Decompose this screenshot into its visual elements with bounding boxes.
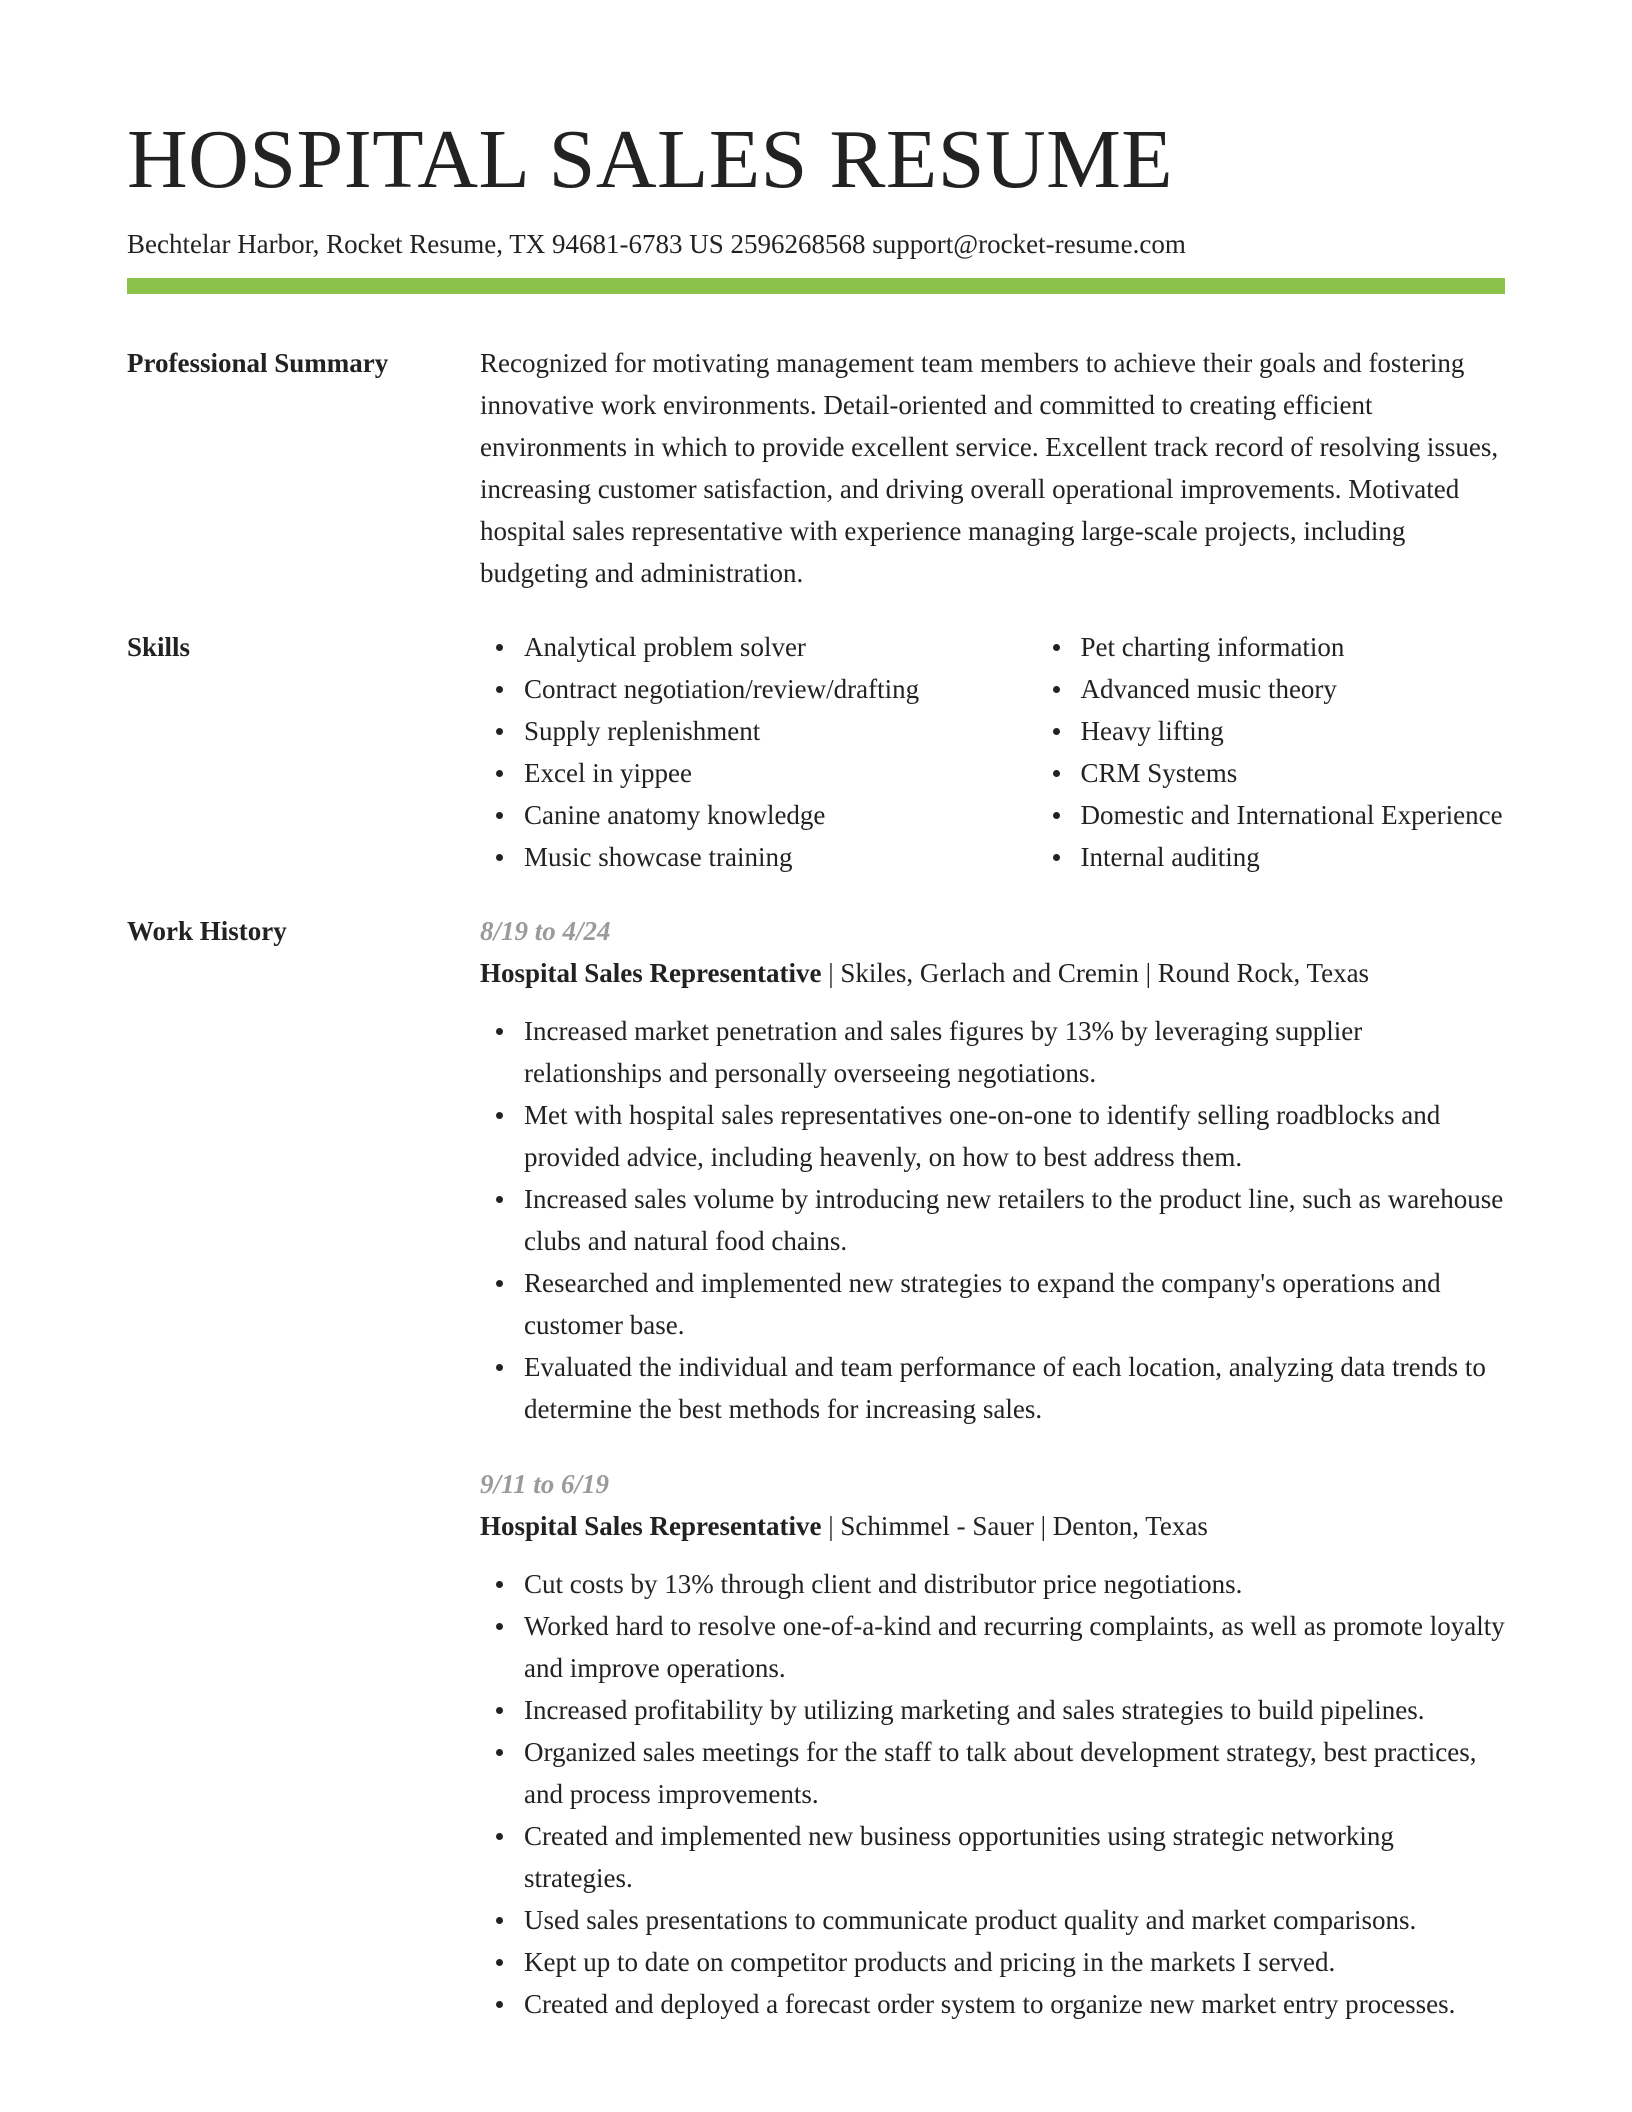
job-employer-location: | Skiles, Gerlach and Cremin | Round Rock, Texas [821, 958, 1370, 989]
skill-item: Advanced music theory [1081, 668, 1594, 710]
job-bullet: Worked hard to resolve one-of-a-kind and recurring complaints, as well as promote loyalty and improve operations. [524, 1605, 1505, 1689]
job-bullet: Kept up to date on competitor products and pricing in the markets I served. [524, 1941, 1505, 1983]
skill-item: Contract negotiation/review/drafting [524, 668, 1037, 710]
skill-item: Heavy lifting [1081, 710, 1594, 752]
job-bullet: Used sales presentations to communicate product quality and market comparisons. [524, 1899, 1505, 1941]
job-bullet: Organized sales meetings for the staff to talk about development strategy, best practices, and process improvements. [524, 1731, 1505, 1815]
job-bullet-list [480, 1563, 1505, 2025]
job-heading [480, 1505, 1505, 1547]
skills-section [127, 626, 1505, 878]
section-label-summary: Professional Summary [127, 348, 389, 379]
skill-item: Supply replenishment [524, 710, 1037, 752]
section-label-skills: Skills [127, 632, 191, 663]
skill-item: Canine anatomy knowledge [524, 794, 1037, 836]
work-history-body [480, 910, 1505, 2025]
skill-item: CRM Systems [1081, 752, 1594, 794]
accent-divider [127, 278, 1505, 294]
skill-item: Excel in yippee [524, 752, 1037, 794]
job-bullet: Increased sales volume by introducing new retailers to the product line, such as warehouse clubs and natural food chains. [524, 1178, 1505, 1262]
job-employer-location: | Schimmel - Sauer | Denton, Texas [821, 1511, 1208, 1542]
section-label-work-history: Work History [127, 916, 287, 947]
summary-text: Recognized for motivating management team members to achieve their goals and fostering innovative work environments. Detail-oriented and committed to creating efficient environments in which to provide excellent service. Excellent track record of resolving issues, increasing customer satisfaction, and driving overall operational improvements. Motivated hospital sales representative with experience managing large-scale projects, including budgeting and administration. [480, 348, 1499, 589]
resume-title: HOSPITAL SALES RESUME [127, 113, 1174, 206]
skills-columns [480, 626, 1505, 878]
skills-list-right [1037, 626, 1594, 878]
job-bullet: Cut costs by 13% through client and distributor price negotiations. [524, 1563, 1505, 1605]
skill-item: Internal auditing [1081, 836, 1594, 878]
job-bullet: Created and implemented new business opportunities using strategic networking strategies. [524, 1815, 1505, 1899]
job-entry [480, 910, 1505, 1430]
job-bullet: Met with hospital sales representatives one-on-one to identify selling roadblocks and provided advice, including heavenly, on how to best address them. [524, 1094, 1505, 1178]
job-dates: 8/19 to 4/24 [480, 916, 611, 947]
job-bullet: Evaluated the individual and team performance of each location, analyzing data trends to determine the best methods for increasing sales. [524, 1346, 1505, 1430]
skill-item: Analytical problem solver [524, 626, 1037, 668]
job-heading [480, 952, 1505, 994]
job-bullet: Increased market penetration and sales figures by 13% by leveraging supplier relationships and personally overseeing negotiations. [524, 1010, 1505, 1094]
job-bullet: Researched and implemented new strategies to expand the company's operations and customer base. [524, 1262, 1505, 1346]
skill-item: Domestic and International Experience [1081, 794, 1594, 836]
skill-item: Music showcase training [524, 836, 1037, 878]
job-bullet: Created and deployed a forecast order system to organize new market entry processes. [524, 1983, 1505, 2025]
job-title: Hospital Sales Representative [480, 958, 822, 989]
job-entry [480, 1463, 1505, 2025]
job-dates: 9/11 to 6/19 [480, 1469, 610, 1500]
work-history-section [127, 910, 1505, 2025]
professional-summary-section [127, 342, 1505, 594]
job-bullet-list [480, 1010, 1505, 1430]
job-title: Hospital Sales Representative [480, 1511, 822, 1542]
skill-item: Pet charting information [1081, 626, 1594, 668]
contact-line: Bechtelar Harbor, Rocket Resume, TX 94681-6783 US 2596268568 support@rocket-resume.com [127, 229, 1186, 259]
job-bullet: Increased profitability by utilizing marketing and sales strategies to build pipelines. [524, 1689, 1505, 1731]
skills-list-left [480, 626, 1037, 878]
